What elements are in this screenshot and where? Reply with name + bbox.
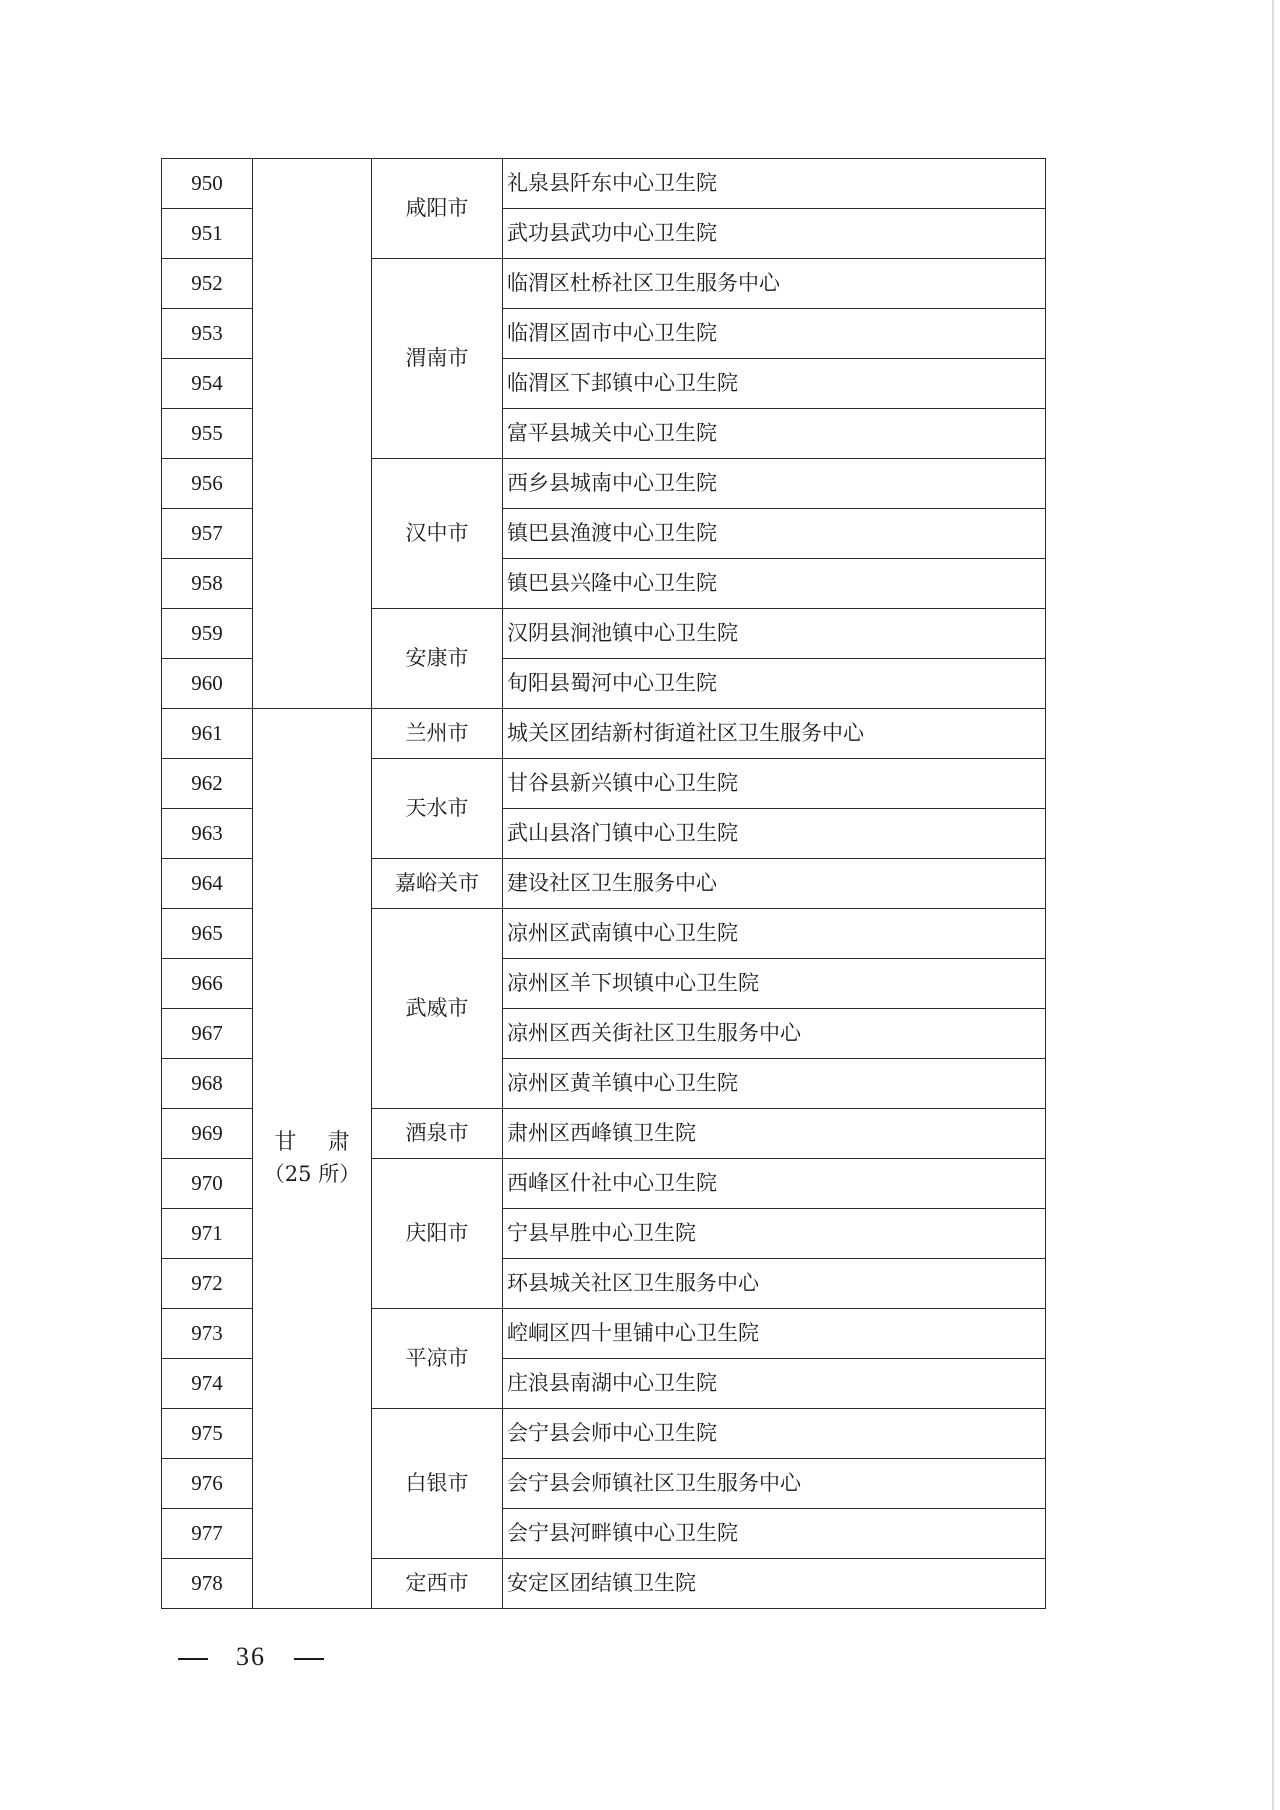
page-number: 36	[236, 1642, 266, 1671]
page-footer	[178, 1642, 324, 1672]
institution-table	[161, 158, 1046, 1609]
dash-left	[178, 1658, 208, 1660]
row-number: 950	[162, 159, 253, 209]
institution-name: 会宁县河畔镇中心卫生院	[503, 1509, 1046, 1559]
row-number: 965	[162, 909, 253, 959]
row-number: 971	[162, 1209, 253, 1259]
province-cell-shaanxi	[253, 159, 372, 709]
city-cell: 安康市	[372, 609, 503, 709]
row-number: 964	[162, 859, 253, 909]
row-number: 972	[162, 1259, 253, 1309]
row-number: 963	[162, 809, 253, 859]
city-cell: 平凉市	[372, 1309, 503, 1409]
row-number: 955	[162, 409, 253, 459]
dash-right	[294, 1658, 324, 1660]
city-cell: 白银市	[372, 1409, 503, 1559]
row-number: 976	[162, 1459, 253, 1509]
row-number: 953	[162, 309, 253, 359]
row-number: 954	[162, 359, 253, 409]
province-name: 甘 肃	[274, 1129, 362, 1155]
page-edge	[1272, 0, 1274, 1810]
city-cell: 武威市	[372, 909, 503, 1109]
institution-name: 凉州区西关街社区卫生服务中心	[503, 1009, 1046, 1059]
institution-name: 会宁县会师镇社区卫生服务中心	[503, 1459, 1046, 1509]
row-number: 956	[162, 459, 253, 509]
row-number: 959	[162, 609, 253, 659]
city-cell: 汉中市	[372, 459, 503, 609]
table-row	[162, 159, 1046, 209]
city-cell: 渭南市	[372, 259, 503, 459]
institution-name: 会宁县会师中心卫生院	[503, 1409, 1046, 1459]
row-number: 968	[162, 1059, 253, 1109]
institution-name: 宁县早胜中心卫生院	[503, 1209, 1046, 1259]
institution-name: 武山县洛门镇中心卫生院	[503, 809, 1046, 859]
institution-name: 西峰区什社中心卫生院	[503, 1159, 1046, 1209]
institution-name: 凉州区羊下坝镇中心卫生院	[503, 959, 1046, 1009]
row-number: 973	[162, 1309, 253, 1359]
row-number: 978	[162, 1559, 253, 1609]
institution-name: 汉阴县涧池镇中心卫生院	[503, 609, 1046, 659]
city-cell: 定西市	[372, 1559, 503, 1609]
institution-name: 凉州区黄羊镇中心卫生院	[503, 1059, 1046, 1109]
row-number: 977	[162, 1509, 253, 1559]
city-cell: 嘉峪关市	[372, 859, 503, 909]
city-cell: 咸阳市	[372, 159, 503, 259]
institution-name: 崆峒区四十里铺中心卫生院	[503, 1309, 1046, 1359]
institution-name: 临渭区固市中心卫生院	[503, 309, 1046, 359]
institution-name: 礼泉县阡东中心卫生院	[503, 159, 1046, 209]
institution-table-container	[161, 158, 1046, 1609]
institution-name: 武功县武功中心卫生院	[503, 209, 1046, 259]
institution-name: 临渭区下邽镇中心卫生院	[503, 359, 1046, 409]
row-number: 967	[162, 1009, 253, 1059]
institution-name: 镇巴县渔渡中心卫生院	[503, 509, 1046, 559]
row-number: 952	[162, 259, 253, 309]
institution-name: 甘谷县新兴镇中心卫生院	[503, 759, 1046, 809]
city-cell: 酒泉市	[372, 1109, 503, 1159]
province-cell-gansu	[253, 709, 372, 1609]
province-count: （25 所）	[263, 1162, 361, 1187]
city-cell: 庆阳市	[372, 1159, 503, 1309]
row-number: 960	[162, 659, 253, 709]
institution-name: 镇巴县兴隆中心卫生院	[503, 559, 1046, 609]
institution-name: 环县城关社区卫生服务中心	[503, 1259, 1046, 1309]
institution-name: 凉州区武南镇中心卫生院	[503, 909, 1046, 959]
row-number: 957	[162, 509, 253, 559]
row-number: 951	[162, 209, 253, 259]
table-row	[162, 709, 1046, 759]
institution-name: 临渭区杜桥社区卫生服务中心	[503, 259, 1046, 309]
institution-name: 庄浪县南湖中心卫生院	[503, 1359, 1046, 1409]
row-number: 975	[162, 1409, 253, 1459]
institution-name: 旬阳县蜀河中心卫生院	[503, 659, 1046, 709]
row-number: 970	[162, 1159, 253, 1209]
institution-name: 建设社区卫生服务中心	[503, 859, 1046, 909]
institution-name: 城关区团结新村街道社区卫生服务中心	[503, 709, 1046, 759]
city-cell: 天水市	[372, 759, 503, 859]
row-number: 969	[162, 1109, 253, 1159]
institution-name: 肃州区西峰镇卫生院	[503, 1109, 1046, 1159]
row-number: 961	[162, 709, 253, 759]
institution-name: 西乡县城南中心卫生院	[503, 459, 1046, 509]
row-number: 974	[162, 1359, 253, 1409]
institution-name: 安定区团结镇卫生院	[503, 1559, 1046, 1609]
institution-name: 富平县城关中心卫生院	[503, 409, 1046, 459]
row-number: 958	[162, 559, 253, 609]
row-number: 966	[162, 959, 253, 1009]
city-cell: 兰州市	[372, 709, 503, 759]
row-number: 962	[162, 759, 253, 809]
